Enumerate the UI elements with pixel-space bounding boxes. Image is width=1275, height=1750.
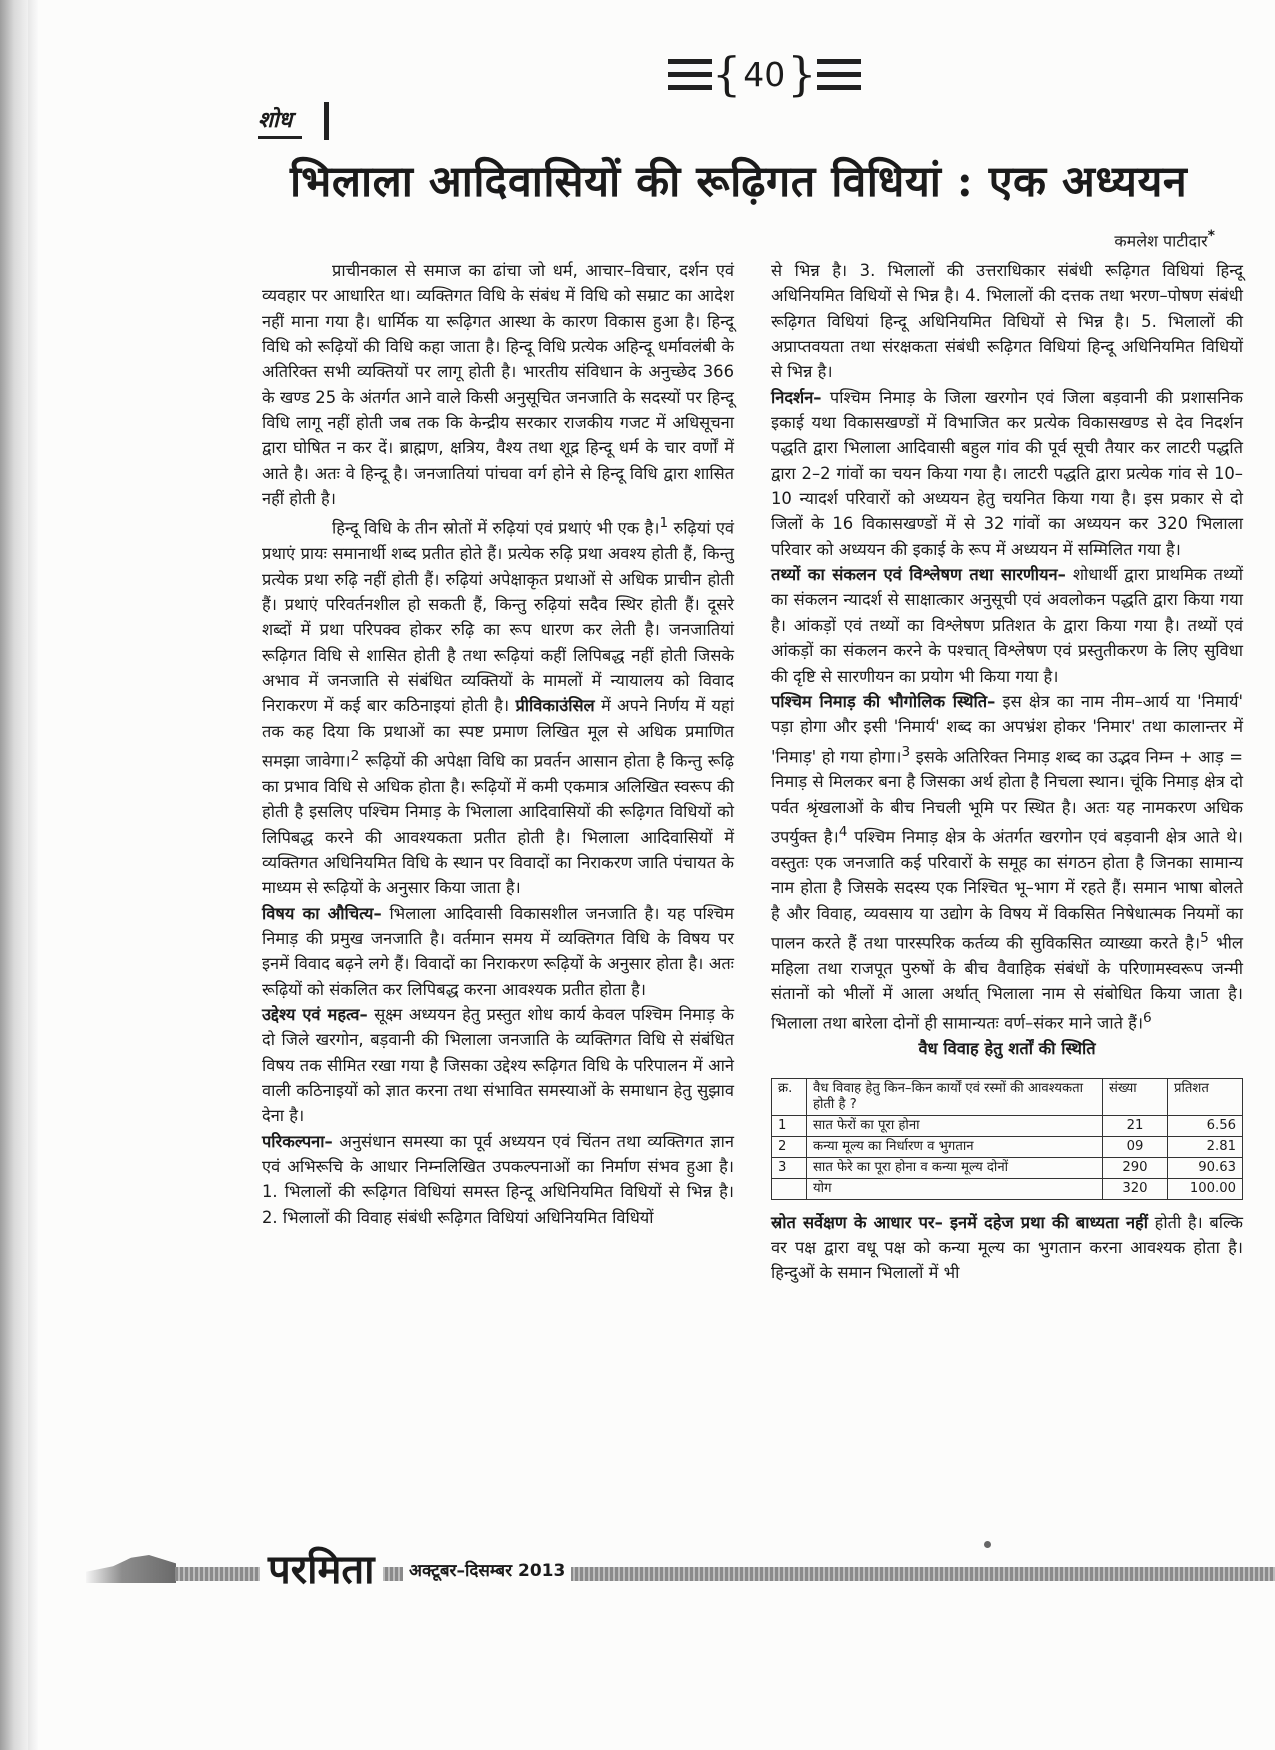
paragraph-geography [771, 689, 1243, 1036]
footnote-ref: 1 [659, 515, 669, 532]
text-run: में अपने निर्णय में यहां तक कह दिया कि प्रथाओं का स्पष्ट प्रमाण लिखित मूल से अधिक प्रमाणित समझा जावेगा। [262, 696, 734, 771]
page-mark-dot [984, 1541, 991, 1548]
table-row [772, 1115, 1243, 1136]
paragraph-hypothesis-cont: से भिन्न है। 3. भिलालों की उत्तराधिकार संबंधी रूढ़िगत विधियां हिन्दू अधिनियमित विधियों से भिन्न है। 4. भिलालों की दत्तक तथा भरण–पोषण संबंधी रूढ़िगत विधियां हिन्दू अधिनियमित विधियों से भिन्न है। 5. भिलालों की अप्राप्तवयता तथा संरक्षकता संबंधी रूढ़िगत विधियां हिन्दू अधिनियमित विधियों से भिन्न है। [771, 261, 1243, 382]
text-run: शोधार्थी द्वारा प्राथमिक तथ्यों का संकलन न्यादर्श से साक्षात्कार अनुसूची एवं अवलोकन पद्धति द्वारा किया गया है। आंकड़ों एवं तथ्यों का विश्लेषण प्रतिशत के द्वारा किया गया है। तथ्यों एवं आंकड़ों का संकलन करने के पश्चात् विश्लेषण एवं प्रस्तुतीकरण के लिए सुविधा की दृष्टि से सारणीयन का प्रयोग भी किया गया है। [771, 565, 1243, 686]
author-footnote-mark: * [1207, 228, 1215, 244]
table-cell: 09 [1103, 1136, 1168, 1157]
paragraph-justification [262, 901, 734, 1002]
paragraph-sampling [771, 385, 1243, 562]
table-header-cell: प्रतिशत [1168, 1078, 1243, 1115]
table-cell: 2 [772, 1136, 807, 1157]
paragraph-heading: पश्चिम निमाड़ की भौगोलिक स्थिति– [771, 691, 996, 711]
paragraph-heading: स्रोत सर्वेक्षण के आधार पर– इनमें दहेज प्रथा की बाध्यता नहीं [771, 1212, 1148, 1232]
section-label-bar [324, 102, 329, 140]
ornament-bars-right [817, 59, 861, 90]
text-run: इस क्षेत्र का नाम नीम–आर्य या 'निमार्य' पड़ा होगा और इसी 'निमार्य' शब्द का अपभ्रंश होकर 'निमार' तथा कालान्तर में 'निमाड़' हो गया होगा। [771, 691, 1243, 766]
author-line [1114, 228, 1215, 251]
table-cell: 6.56 [1168, 1115, 1243, 1136]
table-header-cell: संख्या [1103, 1078, 1168, 1115]
bold-term: प्रीविकाउंसिल [515, 696, 595, 716]
issue-date: अक्टूबर–दिसम्बर 2013 [403, 1556, 571, 1586]
table-total-row [772, 1178, 1243, 1199]
table-cell: योग [807, 1178, 1103, 1199]
page-binding-shadow [0, 0, 28, 1750]
footnote-ref: 3 [901, 743, 911, 760]
table-title: वैध विवाह हेतु शर्तों की स्थिति [918, 1039, 1096, 1059]
text-run: सूक्ष्म अध्ययन हेतु प्रस्तुत शोध कार्य केवल पश्चिम निमाड़ के दो जिले खरगोन, बड़वानी की भिलाला जनजाति के व्यक्तिगत विधि से संबंधित विषय तक सीमित रखा गया है जिसका उद्देश्य रूढ़िगत विधि के परिपालन में आने वाली कठिनाइयों को ज्ञात करना तथा संभावित समस्याओं के समाधान हेतु सुझाव देना है। [262, 1004, 735, 1126]
page-number-ornament [668, 44, 861, 104]
marriage-conditions-table [771, 1078, 1243, 1200]
paragraph-intro: प्राचीनकाल से समाज का ढांचा जो धर्म, आचार–विचार, दर्शन एवं व्यवहार पर आधारित था। व्यक्तिगत विधि के संबंध में विधि को सम्राट का आदेश नहीं माना गया है। धार्मिक या रूढ़िगत आस्था के कारण विकास हुआ है। हिन्दू विधि को रूढ़ियों की विधि कहा जाता है। हिन्दू विधि प्रत्येक अहिन्दू धर्मावलंबी के अतिरिक्त सभी व्यक्तियों पर लागू होती है। भारतीय संविधान के अनुच्छेद 366 के खण्ड 25 के अंतर्गत आने वाले किसी अनुसूचित जनजाति के सदस्यों पर हिन्दू विधि लागू नहीं होती जब तक कि केन्द्रीय सरकार राजकीय गजट में अधिसूचना द्वारा घोषित न कर दें। ब्राह्मण, क्षत्रिय, वैश्य तथा शूद्र हिन्दू धर्म के चार वर्णों में आते है। अतः वे हिन्दू है। जनजातियां पांचवा वर्ग होने से हिन्दू विधि द्वारा शासित नहीं होती है। [262, 261, 734, 509]
text-run: अनुसंधान समस्या का पूर्व अध्ययन एवं चिंतन तथा व्यक्तिगत ज्ञान एवं अभिरूचि के आधार निम्नलिखित उपकल्पनाओं का निर्माण संभव हुआ है। 1. भिलालों की रूढ़िगत विधियां समस्त हिन्दू अधिनियमित विधियों से भिन्न है। 2. भिलालों की विवाह संबंधी रूढ़िगत विधियां अधिनियमित विधियों [262, 1131, 734, 1227]
paragraph-objectives [262, 1002, 734, 1129]
text-run: हिन्दू विधि के तीन स्रोतों में रुढ़ियां एवं प्रथाएं भी एक है। [332, 518, 660, 538]
right-column [771, 258, 1243, 1286]
ornament-bars-left [668, 59, 712, 90]
paragraph-hypothesis [262, 1129, 734, 1230]
table-cell: 3 [772, 1157, 807, 1178]
table-cell: 320 [1103, 1178, 1168, 1199]
paragraph-sources [262, 511, 734, 900]
magazine-logo: परमिता [260, 1546, 383, 1594]
page-binding-shadow-light [28, 0, 38, 1750]
table-header-row [772, 1078, 1243, 1115]
text-run: रूढ़ियों की अपेक्षा विधि का प्रवर्तन आसान होता है किन्तु रूढ़ि का प्रभाव विधि से अधिक होता है। रूढ़ियों में कमी एकमात्र अलिखित स्वरूप की होती है इसलिए पश्चिम निमाड़ के भिलाला आदिवासियों की रूढ़िगत विधियों को लिपिबद्ध करने की आवश्यकता प्रतीत होती है। भिलाला आदिवासियों में व्यक्तिगत अधिनियमित विधि के स्थान पर विवादों का निराकरण जाति पंचायत के माध्यम से रूढ़ियों के अनुसार किया जाता है। [262, 751, 734, 898]
text-run: पश्चिम निमाड़ क्षेत्र के अंतर्गत खरगोन एवं बड़वानी क्षेत्र आते थे। वस्तुतः एक जनजाति कई परिवारों के समूह का संगठन होता है जिनका सामान्य नाम होता है जिसके सदस्य एक निश्चित भू–भाग में रहते हैं। समान भाषा बोलते है और विवाह, व्यवसाय या उद्योग के विषय में विकसित निषेधात्मक नियमों का पालन करते हैं तथा पारस्परिक कर्तव्य की सुविकसित व्याख्या करते है। [771, 827, 1243, 953]
table-cell: 90.63 [1168, 1157, 1243, 1178]
text-run: होती है। बल्कि वर पक्ष द्वारा वधू पक्ष को कन्या मूल्य का भुगतान करना आवश्यक होता है। हिन्दुओं के समान भिलालों में भी [771, 1212, 1243, 1283]
table-cell: 21 [1103, 1115, 1168, 1136]
table-cell [772, 1178, 807, 1199]
article-title: भिलाला आदिवासियों की रूढ़िगत विधियां : एक अध्ययन [290, 157, 1188, 207]
author-name: कमलेश पाटीदार [1114, 231, 1208, 251]
table-row [772, 1157, 1243, 1178]
table-header-cell: वैध विवाह हेतु किन–किन कार्यों एवं रस्मों की आवश्यकता होती है ? [807, 1078, 1103, 1115]
footnote-ref: 5 [1200, 929, 1209, 946]
table-cell: 290 [1103, 1157, 1168, 1178]
paragraph-dowry [771, 1210, 1243, 1286]
table-cell: 1 [772, 1115, 807, 1136]
table-cell: सात फेरों का पूरा होना [807, 1115, 1103, 1136]
ornament-brace-right: } [787, 47, 817, 101]
page-number: 40 [743, 54, 786, 94]
ornament-brace-left: { [712, 47, 742, 101]
footnote-ref: 4 [838, 824, 848, 841]
paragraph-heading: तथ्यों का संकलन एवं विश्लेषण तथा सारणीयन– [771, 565, 1066, 585]
table-cell: 2.81 [1168, 1136, 1243, 1157]
section-label: शोध [258, 104, 302, 139]
left-column [262, 258, 734, 1230]
text-run: पश्चिम निमाड़ के जिला खरगोन एवं जिला बड़वानी की प्रशासनिक इकाई यथा विकासखण्डों में विभाजित कर प्रत्येक विकासखण्ड से देव निदर्शन पद्धति द्वारा भिलाला आदिवासी बहुल गांव की पूर्व सूची तैयार कर लाटरी पद्धति द्वारा 2–2 गांवों का चयन किया गया है। लाटरी पद्धति द्वारा प्रत्येक गांव से 10–10 न्यादर्श परिवारों को अध्ययन हेतु चयनित किया गया है। इस प्रकार से दो जिलों के 16 विकासखण्डों में से 32 गांवों का अध्ययन कर 320 भिलाला परिवार को अध्ययन की इकाई के रूप में अध्ययन में सम्मिलित गया है। [771, 387, 1243, 559]
paragraph-data-collection [771, 562, 1243, 689]
paragraph-heading: उद्देश्य एवं महत्व– [262, 1004, 368, 1024]
table-cell: कन्या मूल्य का निर्धारण व भुगतान [807, 1136, 1103, 1157]
footnote-ref: 2 [350, 748, 360, 764]
text-run: इसके अतिरिक्त निमाड़ शब्द का उद्भव निम्न + आड़ = निमाड़ से मिलकर बना है जिसका अर्थ होता है निचला स्थान। चूंकि निमाड़ क्षेत्र दो पर्वत श्रृंखलाओं के बीच निचली भूमि पर स्थित है। अतः यह नामकरण अधिक उपर्युक्त है। [771, 747, 1243, 847]
table-cell: 100.00 [1168, 1178, 1243, 1199]
paragraph-heading: निदर्शन– [771, 387, 822, 407]
paragraph-heading: विषय का औचित्य– [262, 903, 382, 923]
text-run: भील महिला तथा राजपूत पुरुषों के बीच वैवाहिक संबंधों के परिणामस्वरूप जन्मी संतानों को भीलों में आला अर्थात् भिलाला नाम से संबोधित किया जाता है। भिलाला तथा बारेला दोनों ही सामान्यतः वर्ण–संकर माने जाते हैं। [771, 933, 1243, 1033]
text-run: भिलाला आदिवासी विकासशील जनजाति है। यह पश्चिम निमाड़ की प्रमुख जनजाति है। वर्तमान समय में व्यक्तिगत विधि के विषय पर इनमें विवाद बढ़ने लगे हैं। विवादों का निराकरण रूढ़ियों के अनुसार होता है। अतः रूढ़ियों को संकलित कर लिपिबद्ध करना आवश्यक प्रतीत होता है। [262, 903, 734, 999]
table-header-cell: क्र. [772, 1078, 807, 1115]
table-row [772, 1136, 1243, 1157]
paragraph-heading: परिकल्पना– [262, 1131, 333, 1151]
table-cell: सात फेरे का पूरा होना व कन्या मूल्य दोनों [807, 1157, 1103, 1178]
footer-ornament [86, 1555, 176, 1583]
footnote-ref: 6 [1143, 1010, 1152, 1027]
text-run: रुढ़ियां एवं प्रथाएं प्रायः समानार्थी शब्द प्रतीत होते हैं। प्रत्येक रुढ़ि प्रथा अवश्य होती हैं, किन्तु प्रत्येक प्रथा रुढ़ि नहीं होती हैं। रुढ़ियां अपेक्षाकृत प्रथाओं से अधिक प्राचीन होती हैं। प्रथाएं परिवर्तनशील हो सकती हैं, किन्तु रुढ़ियां सदैव स्थिर होती हैं। दूसरे शब्दों में प्रथा परिपक्व होकर रुढ़ि का रूप धारण कर लेती है। जनजातियां रूढ़िगत विधि से शासित होती है तथा रूढ़ियां कहीं लिपिबद्ध नहीं होती जिसके अभाव में जनजाति से संबंधित व्यक्तियों के मामलों में न्यायालय को विवाद निराकरण में कई बार कठिनाइयां होती है। [262, 518, 735, 716]
